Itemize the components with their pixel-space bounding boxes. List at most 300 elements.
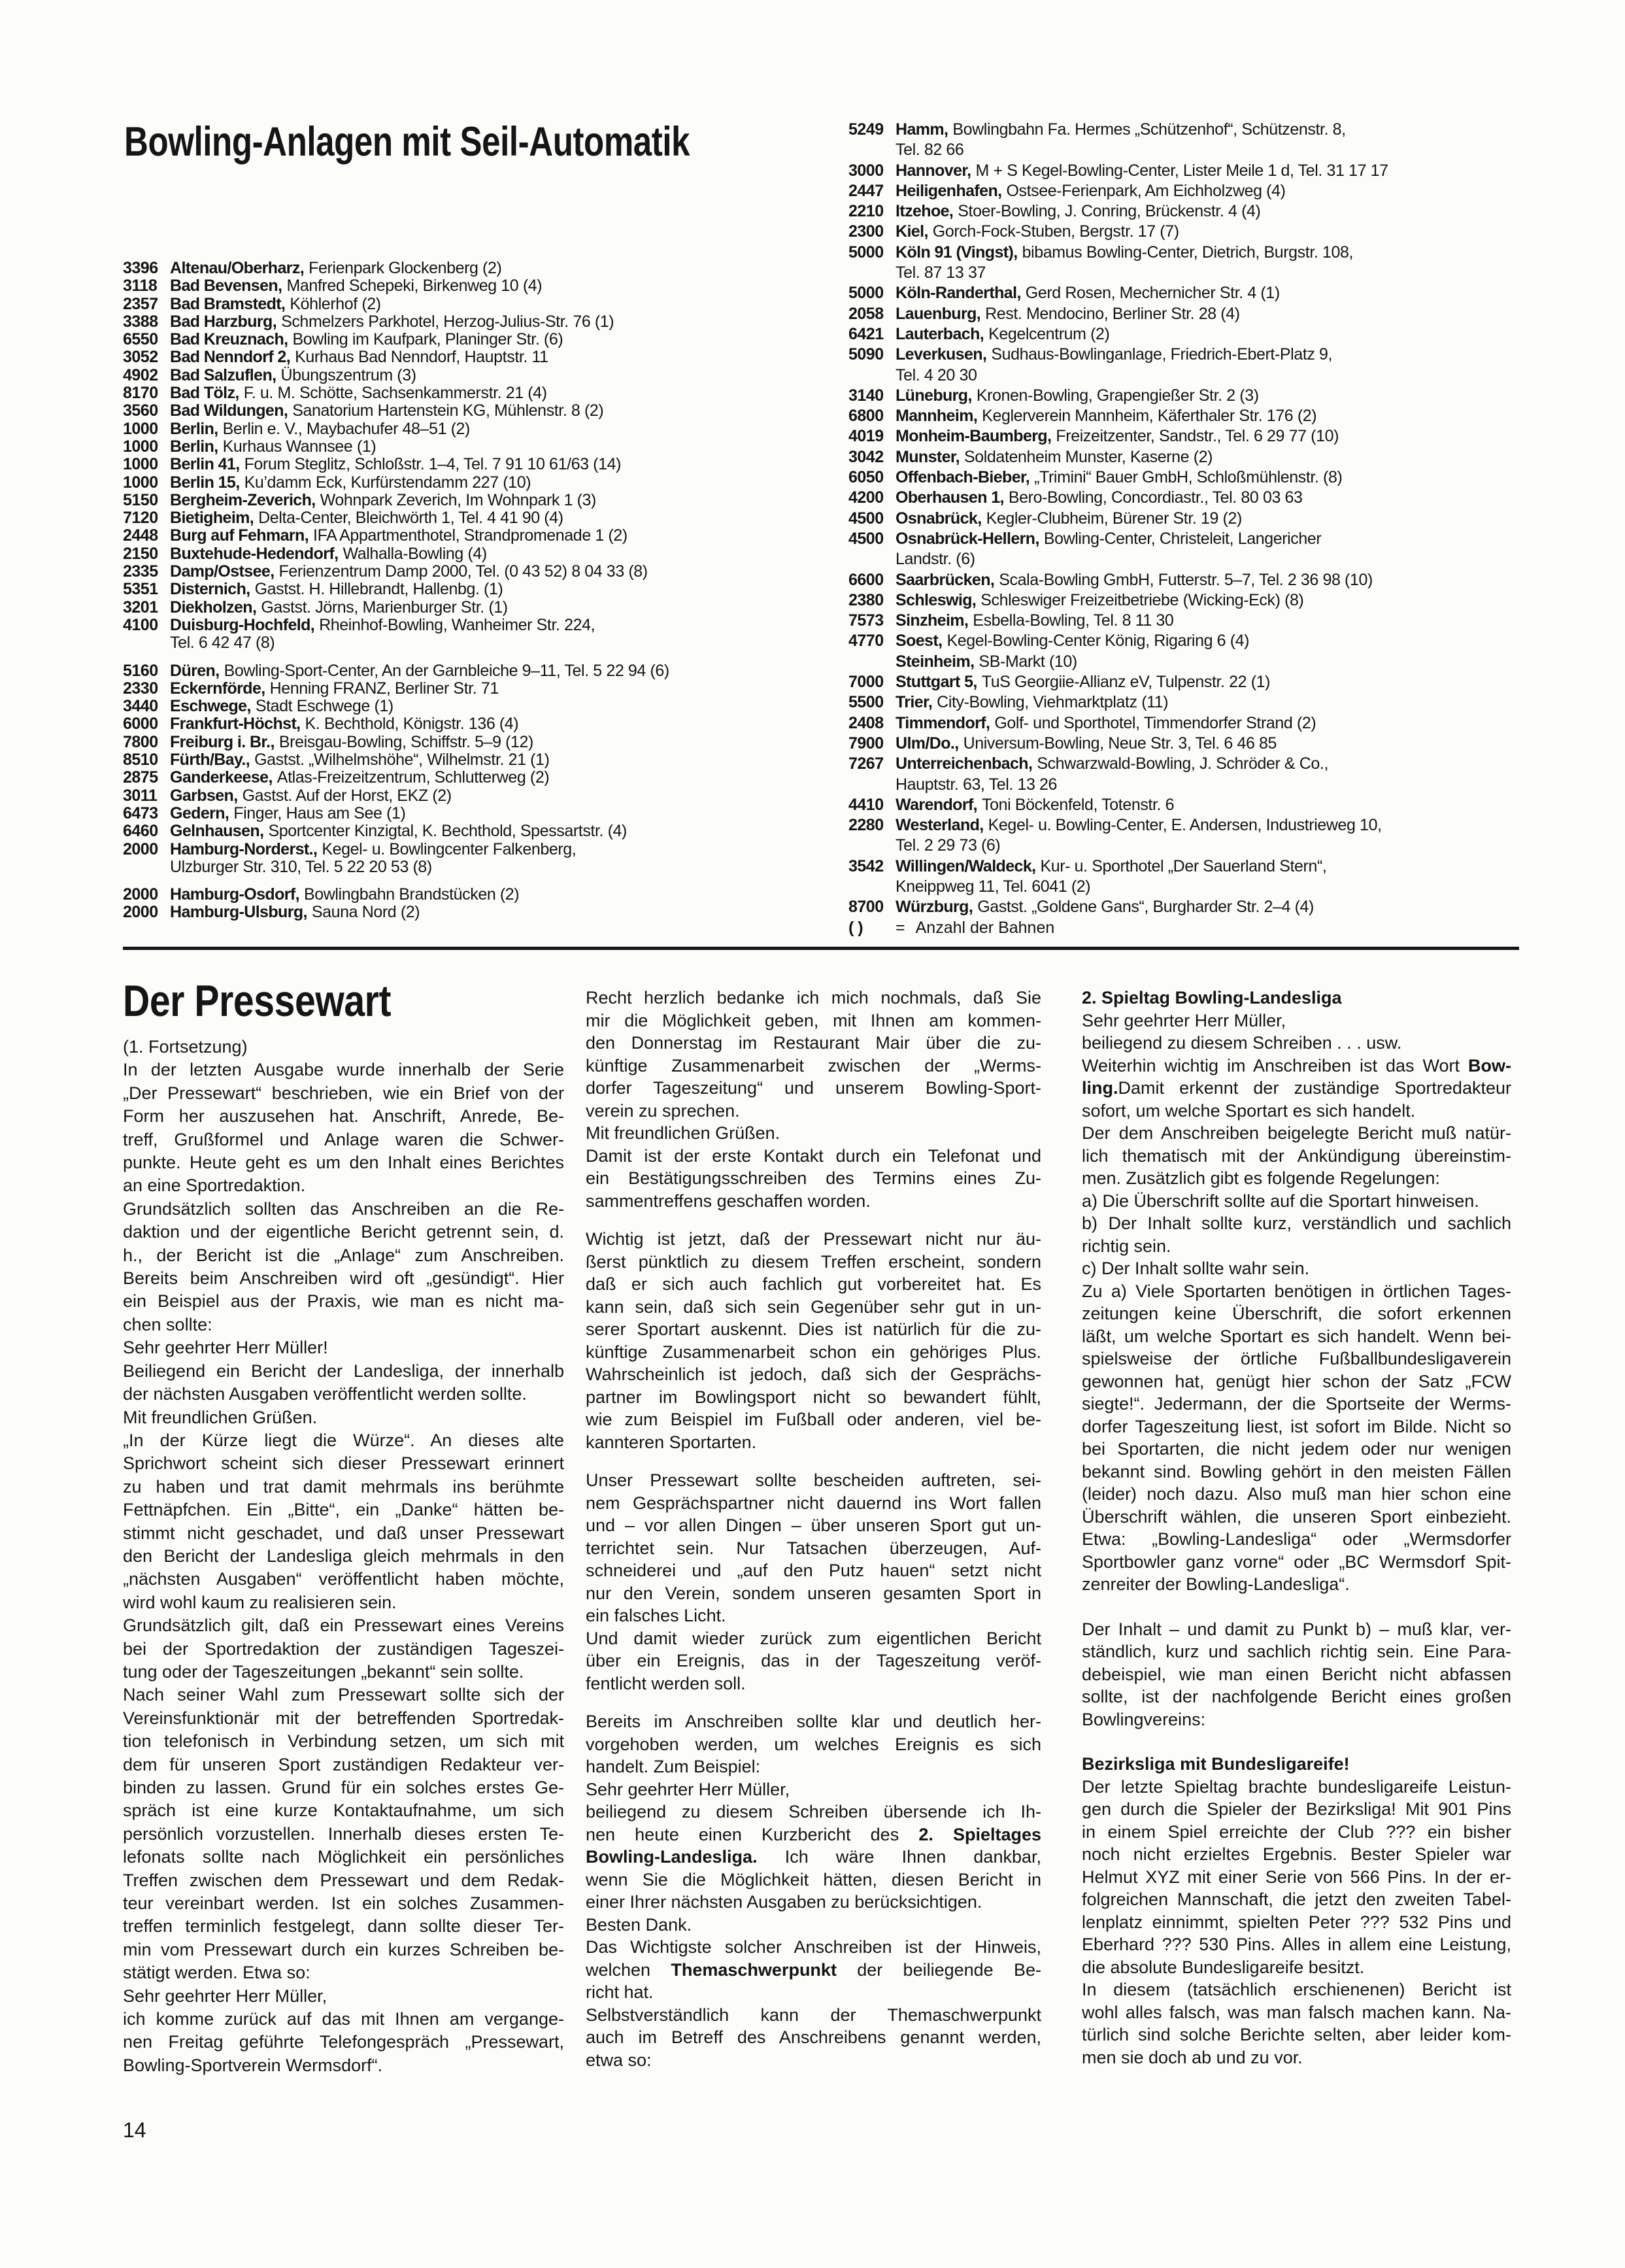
list-entry <box>123 420 669 438</box>
postal-code: 5351 <box>123 580 158 599</box>
text-line <box>123 1892 564 1915</box>
line-text: türlich sind solche Berichte selten, aber leider kom- <box>1082 2025 1511 2044</box>
list-entry <box>848 509 1388 529</box>
text-line <box>586 1122 1041 1145</box>
place-name: Ganderkeese, <box>170 768 273 787</box>
place-name: Berlin, <box>170 437 218 456</box>
line-text: kannteren Sportarten. <box>586 1432 757 1452</box>
postal-code: 6550 <box>123 330 158 349</box>
list-heading: Bowling-Anlagen mit Seil-Automatik <box>124 119 690 165</box>
line-text: Der letzte Spieltag brachte bundesligareife Leistun- <box>1082 1776 1511 1797</box>
text-line <box>123 1452 564 1475</box>
line-text: bei Sportarten, die nicht jedem oder nur wenigen <box>1082 1439 1511 1459</box>
line-text: daß er sich auch fachlich gut vorbereitet hat. Es <box>586 1274 1041 1294</box>
list-entry <box>848 529 1388 549</box>
line-text: men sie doch ab und zu vor. <box>1082 2047 1303 2067</box>
text-line <box>123 1985 564 2008</box>
paragraph <box>586 1228 1041 1453</box>
line-text: daktion und der eigentliche Bericht getrennt sein, d. <box>123 1222 564 1242</box>
place-name: Monheim-Baumberg, <box>896 427 1052 446</box>
text-line <box>1082 1461 1511 1483</box>
line-text: tion telefonisch in Verbindung setzen, um sich mit <box>123 1731 564 1752</box>
venue-details: Golf- und Sporthotel, Timmendorfer Strand (2) <box>994 713 1316 732</box>
line-text: tung oder der Tageszeitungen „bekannt“ sein sollte. <box>123 1661 524 1682</box>
text-line <box>586 1869 1041 1891</box>
venue-details: Kegel- u. Bowling-Center, E. Andersen, Industrieweg 10, <box>988 816 1382 835</box>
postal-code: 5000 <box>848 243 884 262</box>
line-text: den Donnerstag im Restaurant Mair über die zu- <box>586 1033 1041 1053</box>
text-line <box>123 1823 564 1846</box>
paragraph <box>123 1985 564 2008</box>
place-name: Eschwege, <box>170 697 251 716</box>
venue-details: Übungszentrum (3) <box>280 365 416 384</box>
line-text: Treffen zwischen dem Pressewart und dem Redak- <box>123 1870 564 1890</box>
text-line <box>1082 1438 1511 1461</box>
line-text: einer Ihrer nächsten Ausgaben zu berücksichtigen. <box>586 1892 982 1912</box>
list-entry <box>848 161 1388 181</box>
postal-code: 4902 <box>123 365 158 384</box>
line-text: ich komme zurück auf das mit Ihnen am vergange- <box>123 2009 564 2029</box>
list-entry <box>123 509 669 527</box>
article-column-1 <box>123 1036 564 2077</box>
paragraph <box>123 1058 564 1197</box>
place-name: Osnabrück, <box>896 509 982 528</box>
venue-details: Köhlerhof (2) <box>290 294 381 313</box>
postal-code: 3542 <box>848 856 884 875</box>
place-name: Bad Wildungen, <box>170 401 288 420</box>
text-line <box>586 1318 1041 1341</box>
text-line <box>123 1290 564 1313</box>
postal-code: 3201 <box>123 598 158 617</box>
postal-code: 6421 <box>848 324 884 343</box>
text-line <box>123 1082 564 1105</box>
line-text: die absolute Bundesligareife besitzt. <box>1082 1957 1365 1977</box>
place-name: Itzehoe, <box>896 202 954 221</box>
text-run: Ich wäre Ihnen dankbar, <box>757 1847 1041 1867</box>
postal-code: 3011 <box>123 786 158 805</box>
text-line <box>586 1733 1041 1756</box>
text-line <box>586 1296 1041 1319</box>
line-text: nur den Verein, sondem unseren gesamten Sport in <box>586 1583 1041 1603</box>
text-line <box>1082 1370 1511 1393</box>
line-text: a) Die Überschrift sollte auf die Sportart hinweisen. <box>1082 1191 1479 1211</box>
text-line <box>1082 1776 1511 1799</box>
place-name: Steinheim, <box>896 652 975 671</box>
place-name: Schleswig, <box>896 590 977 609</box>
place-name: Garbsen, <box>170 786 238 805</box>
bowling-list-right <box>848 120 1388 938</box>
line-text: Zu a) Viele Sportarten benötigen in örtlichen Tages- <box>1082 1281 1511 1301</box>
bold-text: Bow- <box>1468 1055 1511 1075</box>
venue-details-continued: Hauptstr. 63, Tel. 13 26 <box>896 775 1058 794</box>
postal-code: 1000 <box>123 473 158 492</box>
text-line <box>586 1190 1041 1213</box>
list-entry <box>848 590 1388 611</box>
place-name: Timmendorf, <box>896 713 990 732</box>
venue-details: Gerd Rosen, Mechernicher Str. 4 (1) <box>1025 284 1280 303</box>
text-line <box>586 1604 1041 1627</box>
text-line <box>123 1684 564 1706</box>
list-entry <box>123 680 669 698</box>
postal-code: 2408 <box>848 713 884 732</box>
list-entry <box>848 304 1388 324</box>
postal-code: 7800 <box>123 732 158 751</box>
text-line <box>123 1614 564 1637</box>
place-name: Hamburg-Osdorf, <box>170 885 299 904</box>
list-entry <box>123 367 669 384</box>
text-run: nen heute einen Kurzbericht des <box>586 1824 919 1844</box>
list-entry <box>123 734 669 751</box>
postal-code: 7900 <box>848 734 884 753</box>
line-text: auch im Betreff des Anschreibens genannt werden, <box>586 2027 1041 2047</box>
line-text: bekannt sind. Bowling gehört in den meisten Fällen <box>1082 1461 1511 1481</box>
text-line <box>586 1914 1041 1937</box>
postal-code: 2448 <box>123 526 158 545</box>
line-text: Bowlingvereins: <box>1082 1709 1206 1729</box>
line-text: sollte, ist der nachfolgende Bericht eines großen <box>1082 1687 1511 1706</box>
venue-details: TuS Georgiie-Allianz eV, Tulpenstr. 22 (1) <box>981 673 1271 692</box>
place-name: Hannover, <box>896 161 971 180</box>
text-line <box>586 1251 1041 1274</box>
venue-details: Rheinhof-Bowling, Wanheimer Str. 224, <box>319 615 595 634</box>
list-entry <box>848 734 1388 754</box>
line-text: ein Beispiel aus der Praxis, wie man es nicht ma- <box>123 1291 564 1312</box>
line-text: vorgehoben werden, um welches Ereignis es sich <box>586 1734 1041 1754</box>
line-text: Sportbowler ganz vorne“ oder „BC Wermsdorf Spit- <box>1082 1551 1511 1572</box>
line-text: den Bericht der Landesliga gleich mehrmals in den <box>123 1546 564 1566</box>
text-line <box>123 1174 564 1197</box>
text-line <box>1082 1753 1511 1776</box>
line-text: Mit freundlichen Grüßen. <box>123 1407 318 1427</box>
text-line <box>1082 1911 1511 1934</box>
postal-code: 5000 <box>848 284 884 303</box>
list-entry <box>123 348 669 366</box>
text-line <box>586 1801 1041 1823</box>
text-line <box>586 1386 1041 1409</box>
text-line <box>123 1128 564 1151</box>
venue-details: M + S Kegel-Bowling-Center, Lister Meile 1 d, Tel. 31 17 17 <box>975 161 1388 180</box>
paragraph <box>586 1145 1041 1213</box>
place-name: Duisburg-Hochfeld, <box>170 615 315 634</box>
text-line <box>586 2049 1041 2072</box>
line-text: Das Wichtigste solcher Anschreiben ist der Hinweis, <box>586 1937 1041 1957</box>
postal-code: 3000 <box>848 161 884 180</box>
line-text: Wichtig ist jetzt, daß der Pressewart nicht nur äu- <box>586 1229 1041 1249</box>
venue-details-continued: Tel. 87 13 37 <box>896 263 986 282</box>
text-line <box>123 1638 564 1661</box>
text-line <box>586 1431 1041 1454</box>
postal-code: 1000 <box>123 437 158 456</box>
postal-code: 6473 <box>123 804 158 822</box>
line-text: stimmt nicht geschadet, und daß unser Pressewart <box>123 1523 564 1543</box>
postal-code: 1000 <box>123 455 158 474</box>
postal-code: 2280 <box>848 816 884 835</box>
line-text: Wahrscheinlich ist jedoch, daß sich der Gesprächs- <box>586 1364 1041 1384</box>
list-entry <box>123 698 669 715</box>
paragraph <box>1082 1978 1511 2069</box>
list-entry <box>123 904 669 921</box>
line-text <box>586 1823 1041 1846</box>
venue-details: Kur- u. Sporthotel „Der Sauerland Stern“, <box>1040 856 1327 875</box>
line-text: min vom Pressewart durch ein kurzes Schreiben be- <box>123 1939 564 1959</box>
place-name: Bad Tölz, <box>170 384 239 403</box>
text-line <box>1082 1618 1511 1641</box>
venue-details: Sportcenter Kinzigtal, K. Bechthold, Spessartstr. (4) <box>268 822 627 841</box>
list-entry <box>123 527 669 545</box>
text-line <box>1082 2046 1511 2069</box>
line-text: wird wohl kaum zu realisieren sein. <box>123 1592 397 1612</box>
postal-code: 4019 <box>848 427 884 446</box>
bold-text: 2. Spieltages <box>918 1824 1041 1844</box>
list-entry <box>848 611 1388 631</box>
text-line <box>1082 1077 1511 1100</box>
legend-equals: = <box>896 918 905 937</box>
line-text: kann sein, daß sich sein Gegenüber sehr gut in un- <box>586 1296 1041 1317</box>
text-line <box>123 1244 564 1267</box>
postal-code: 5160 <box>123 661 158 680</box>
postal-code: 4100 <box>123 615 158 634</box>
postal-code: 1000 <box>123 419 158 438</box>
list-entry <box>123 822 669 840</box>
venue-details: Gastst. „Wilhelmshöhe“, Wilhelmstr. 21 (1) <box>254 751 550 770</box>
line-text: Mit freundlichen Grüßen. <box>586 1123 780 1143</box>
line-text: zu haben und trat damit mehrmals ins berühmte <box>123 1476 564 1497</box>
paragraph <box>123 2008 564 2077</box>
line-text: sammentreffens geschaffen worden. <box>586 1191 871 1211</box>
text-line <box>123 1498 564 1521</box>
postal-code: 2000 <box>123 903 158 922</box>
text-line <box>123 1776 564 1799</box>
list-entry <box>123 474 669 492</box>
place-name: Disternich, <box>170 580 250 599</box>
venue-details: Gastst. „Goldene Gans“, Burgharder Str. 2–4 (4) <box>977 898 1314 917</box>
postal-code: 6600 <box>848 570 884 589</box>
venue-details: Schwarzwald-Bowling, J. Schröder & Co., <box>1037 754 1329 773</box>
postal-code: 5090 <box>848 345 884 364</box>
article-column-2 <box>586 987 1041 2071</box>
postal-code: 2447 <box>848 181 884 200</box>
text-line <box>1082 1055 1511 1077</box>
venue-details: K. Bechthold, Königstr. 136 (4) <box>305 715 519 734</box>
list-entry <box>848 570 1388 590</box>
list-entry <box>848 447 1388 467</box>
line-text: zenreiter der Bowling-Landesliga“. <box>1082 1574 1350 1594</box>
list-entry <box>848 345 1388 365</box>
venue-details: Kegel- u. Bowlingcenter Falkenberg, <box>322 839 577 858</box>
postal-code: 3140 <box>848 386 884 405</box>
text-line <box>586 1959 1041 1982</box>
text-line <box>586 1936 1041 1959</box>
line-text: ein falsches Licht. <box>586 1606 726 1625</box>
venue-details: Bowlingbahn Brandstücken (2) <box>303 885 520 904</box>
venue-details: Bero-Bowling, Concordiastr., Tel. 80 03 63 <box>1008 488 1303 507</box>
line-text: b) Der Inhalt sollte kurz, verständlich und sachlich <box>1082 1213 1511 1233</box>
venue-details: Kegel-Bowling-Center König, Rigaring 6 (4) <box>947 632 1250 651</box>
list-entry <box>123 769 669 787</box>
postal-code: 2357 <box>123 294 158 313</box>
postal-code: 6800 <box>848 407 884 426</box>
venue-details-continued: Ulzburger Str. 310, Tel. 5 22 20 53 (8) <box>170 857 432 876</box>
line-text: spielsweise der örtliche Fußballbundesligaverein <box>1082 1349 1511 1368</box>
line-text: spräch ist eine kurze Kontaktaufnahme, um sich <box>123 1801 564 1821</box>
venue-details: Gastst. H. Hillebrandt, Hallenbg. (1) <box>254 580 503 599</box>
place-name: Frankfurt-Höchst, <box>170 715 301 734</box>
text-line <box>1082 1708 1511 1731</box>
venue-details: Bowling-Center, Christeleit, Langericher <box>1043 529 1322 548</box>
line-text: Bereits im Anschreiben sollte klar und deutlich her- <box>586 1712 1041 1731</box>
postal-code: 2000 <box>123 839 158 858</box>
line-text: teur vereinbart werden. Ist ein solches Zusammen- <box>123 1893 564 1914</box>
line-text: treffen terminlich festgelegt, dann sollte dieser Ter- <box>123 1916 564 1937</box>
line-text: schneiderei und „auf den Putz hauen“ setzt nicht <box>586 1561 1041 1580</box>
paragraph <box>1082 1280 1511 1596</box>
line-text: In diesem (tatsächlich erschienenen) Bericht ist <box>1082 1980 1511 1999</box>
text-line <box>123 1058 564 1081</box>
line-text <box>1082 987 1342 1009</box>
paragraph <box>1082 1212 1511 1257</box>
place-name: Sinzheim, <box>896 611 969 630</box>
line-text: „In der Kürze liegt die Würze“. An dieses alte <box>123 1430 564 1450</box>
line-text: ständlich, kurz und sachlich richtig sein. Eine Para- <box>1082 1642 1511 1661</box>
venue-details-continued: Tel. 6 42 47 (8) <box>170 634 275 652</box>
text-line <box>123 1846 564 1869</box>
paragraph <box>123 1684 564 1984</box>
text-line <box>123 1591 564 1614</box>
venue-details: Bowling im Kaufpark, Planinger Str. (6) <box>292 330 563 349</box>
line-text: bei der Sportredaktion der zuständigen Tageszei- <box>123 1638 564 1659</box>
text-line <box>123 1198 564 1221</box>
venue-details: Kurhaus Bad Nenndorf, Hauptstr. 11 <box>295 348 548 367</box>
paragraph <box>123 1336 564 1359</box>
text-line <box>1082 1528 1511 1551</box>
postal-code: 8700 <box>848 898 884 917</box>
paragraph <box>1082 1753 1511 1776</box>
list-entry <box>848 243 1388 263</box>
venue-details: Sanatorium Hartenstein KG, Mühlenstr. 8 (2) <box>292 401 604 420</box>
postal-code: 3118 <box>123 277 158 296</box>
line-text: In der letzten Ausgabe wurde innerhalb der Serie <box>123 1060 564 1080</box>
line-text <box>586 1959 1041 1982</box>
text-line <box>586 1755 1041 1778</box>
text-line <box>586 1145 1041 1168</box>
paragraph <box>123 1360 564 1406</box>
list-entry <box>123 617 669 634</box>
line-text: Sehr geehrter Herr Müller, <box>1082 1010 1286 1030</box>
text-line <box>123 1383 564 1406</box>
postal-code: 2210 <box>848 202 884 221</box>
line-text: gewonnen hat, genügt hier schon der Satz „FCW <box>1082 1371 1511 1391</box>
line-text: künftige Zusammenarbeit schon ein gehöriges Plus. <box>586 1342 1041 1362</box>
venue-details: Kronen-Bowling, Grapengießer Str. 2 (3) <box>976 386 1259 405</box>
venue-details: Forum Steglitz, Schloßstr. 1–4, Tel. 7 91 10 61/63 (14) <box>244 455 622 474</box>
paragraph <box>123 1036 564 1058</box>
list-entry <box>123 313 669 331</box>
line-text: Helmut XYZ mit einer Serie von 566 Pins. In der er- <box>1082 1867 1511 1887</box>
text-line <box>123 1661 564 1684</box>
postal-code: 3396 <box>123 259 158 277</box>
text-line <box>123 1753 564 1776</box>
place-name: Osnabrück-Hellern, <box>896 529 1039 548</box>
bold-text: Themaschwerpunkt <box>671 1959 837 1980</box>
place-name: Freiburg i. Br., <box>170 732 275 751</box>
text-line <box>1082 1978 1511 2001</box>
line-text: wie zum Beispiel im Fußball oder anderen, viel be- <box>586 1410 1041 1429</box>
postal-code: 2380 <box>848 590 884 609</box>
text-line <box>123 1799 564 1822</box>
postal-code: 3560 <box>123 401 158 420</box>
text-line <box>123 1036 564 1058</box>
place-name: Lüneburg, <box>896 386 972 405</box>
venue-details-continued: Landstr. (6) <box>896 550 975 569</box>
place-name: Köln 91 (Vingst), <box>896 243 1018 262</box>
list-entry <box>123 456 669 473</box>
text-line <box>1082 1551 1511 1574</box>
place-name: Bad Bevensen, <box>170 277 282 296</box>
list-entry <box>848 283 1388 303</box>
place-name: Warendorf, <box>896 795 978 814</box>
venue-details: Atlas-Freizeitzentrum, Schlutterweg (2) <box>276 768 550 787</box>
list-entry <box>848 815 1388 836</box>
paragraph <box>1082 1009 1511 1032</box>
line-text: lich thematisch mit der Ankündigung übereinstim- <box>1082 1145 1511 1166</box>
postal-code: 2150 <box>123 544 158 563</box>
venue-details: Finger, Haus am See (1) <box>233 804 406 822</box>
line-text: c) Der Inhalt sollte wahr sein. <box>1082 1259 1310 1278</box>
text-line <box>1082 1212 1511 1235</box>
list-entry <box>848 426 1388 447</box>
line-text: Der dem Anschreiben beigelegte Bericht muß natür- <box>1082 1123 1511 1143</box>
text-line <box>123 1938 564 1961</box>
text-line <box>1082 1573 1511 1596</box>
text-line <box>1082 1280 1511 1303</box>
venue-details: Stoer-Bowling, J. Conring, Brückenstr. 4 (4) <box>958 202 1261 221</box>
list-entry <box>123 841 669 858</box>
place-name: Stuttgart 5, <box>896 673 977 692</box>
postal-code: 7573 <box>848 611 884 630</box>
list-entry <box>123 599 669 617</box>
list-entry <box>848 856 1388 877</box>
venue-details: Toni Böckenfeld, Totenstr. 6 <box>982 795 1175 814</box>
venue-details: SB-Markt (10) <box>979 652 1077 671</box>
text-line <box>1082 1888 1511 1911</box>
text-line <box>123 1151 564 1174</box>
text-line <box>586 1032 1041 1055</box>
line-text: persönlich vorzustellen. Innerhalb dieses ersten Te- <box>123 1823 564 1844</box>
venue-details: Universum-Bowling, Neue Str. 3, Tel. 6 46 85 <box>963 734 1277 753</box>
line-text: stätigt werden. Etwa so: <box>123 1963 310 1983</box>
text-line <box>1082 1393 1511 1415</box>
paragraph <box>586 987 1041 1122</box>
venue-details: Esbella-Bowling, Tel. 8 11 30 <box>973 611 1174 630</box>
place-name: Bad Salzuflen, <box>170 365 276 384</box>
place-name: Köln-Randerthal, <box>896 284 1021 303</box>
venue-details-continued: Tel. 2 29 73 (6) <box>896 836 1001 855</box>
text-run: welchen <box>586 1959 671 1980</box>
line-text: chen sollte: <box>123 1314 212 1334</box>
venue-details: Ferienzentrum Damp 2000, Tel. (0 43 52) 8 04 33 (8) <box>278 562 648 581</box>
place-name: Gelnhausen, <box>170 822 264 841</box>
venue-details: Walhalla-Bowling (4) <box>343 544 487 563</box>
text-line <box>1082 1145 1511 1168</box>
text-line <box>1082 1167 1511 1190</box>
line-text: punkte. Heute geht es um den Inhalt eines Berichtes <box>123 1153 564 1173</box>
line-text: der nächsten Ausgaben veröffentlicht werden sollte. <box>123 1384 527 1404</box>
postal-code: 5249 <box>848 120 884 139</box>
text-line <box>586 1710 1041 1733</box>
venue-details: IFA Appartmenthotel, Strandpromenade 1 (2) <box>313 526 628 545</box>
place-name: Bad Nenndorf 2, <box>170 348 291 367</box>
line-text: mir die Möglichkeit geben, mit Ihnen am kommen- <box>586 1010 1041 1030</box>
